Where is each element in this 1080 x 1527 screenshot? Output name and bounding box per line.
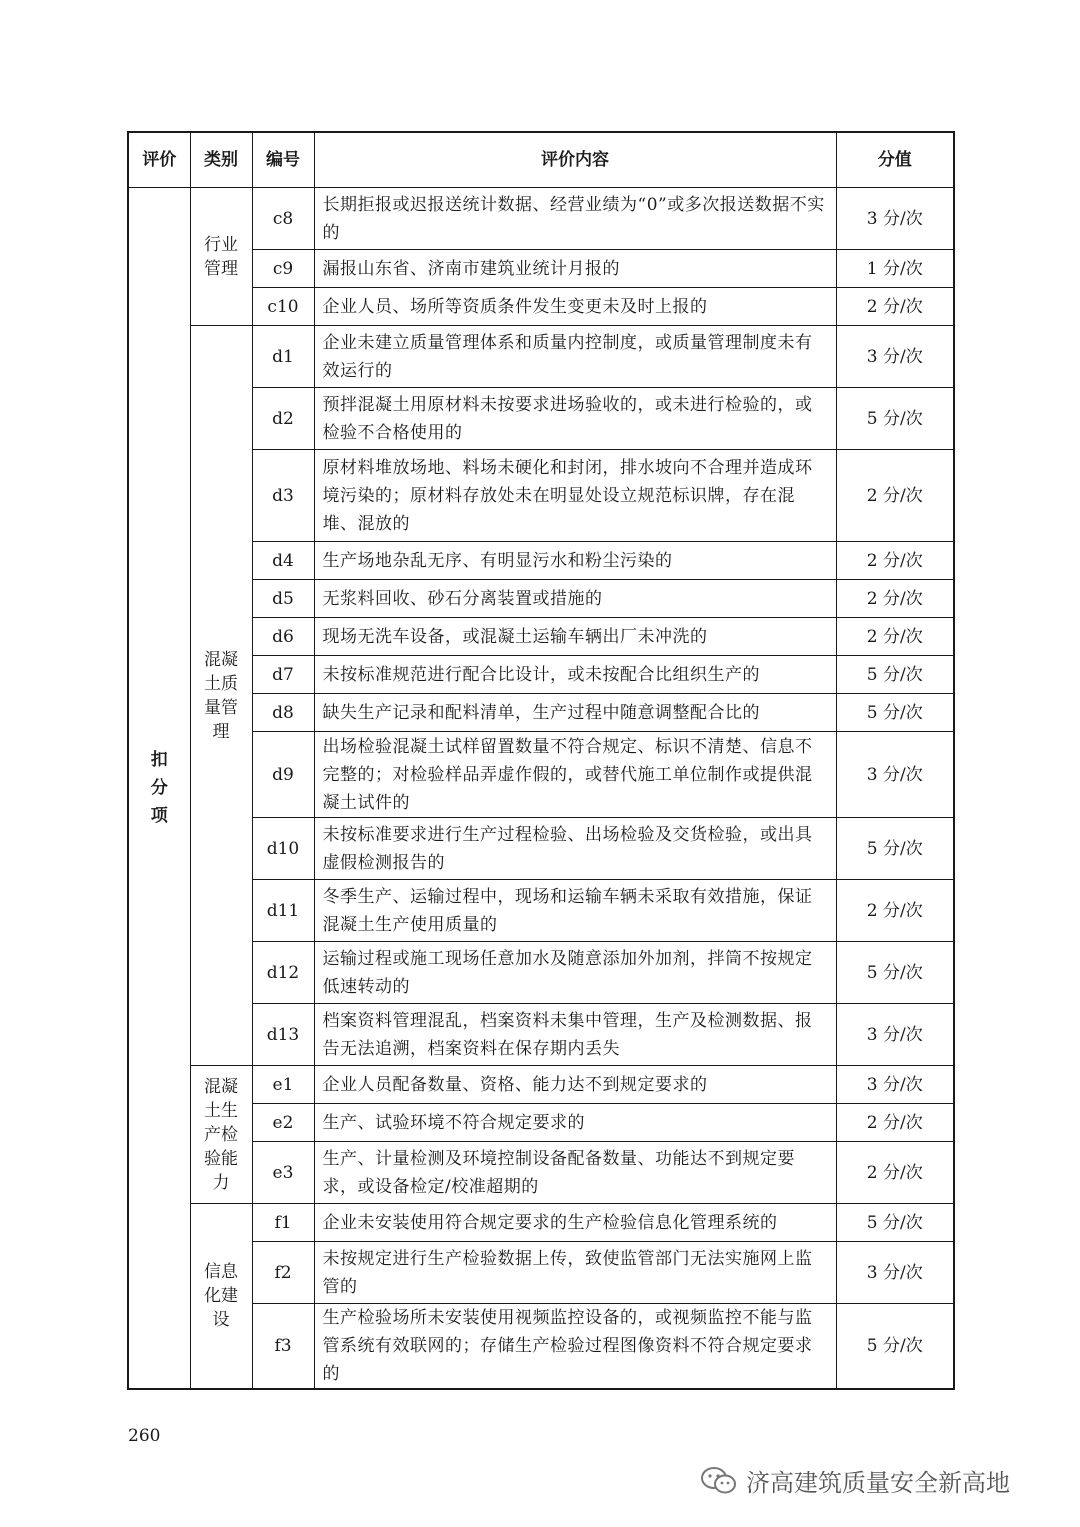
content-cell: 档案资料管理混乱，档案资料未集中管理，生产及检测数据、报告无法追溯，档案资料在保存期内丢失 [314, 1004, 836, 1066]
code-cell: d10 [252, 818, 314, 880]
code-cell: d9 [252, 732, 314, 818]
content-cell: 未按规定进行生产检验数据上传，致使监管部门无法实施网上监管的 [314, 1242, 836, 1304]
score-cell: 2 分/次 [836, 288, 954, 326]
code-cell: d8 [252, 694, 314, 732]
content-cell: 生产、试验环境不符合规定要求的 [314, 1104, 836, 1142]
content-cell: 企业人员、场所等资质条件发生变更未及时上报的 [314, 288, 836, 326]
header-cell: 编号 [252, 132, 314, 188]
score-cell: 2 分/次 [836, 450, 954, 542]
code-cell: d2 [252, 388, 314, 450]
category-cell: 混凝土生产检验能力 [190, 1066, 252, 1204]
table-row [128, 1204, 954, 1242]
code-cell: d3 [252, 450, 314, 542]
code-cell: e3 [252, 1142, 314, 1204]
table-row [128, 1142, 954, 1204]
category-cell: 混凝土质量管理 [190, 326, 252, 1066]
content-cell: 运输过程或施工现场任意加水及随意添加外加剂，拌筒不按规定低速转动的 [314, 942, 836, 1004]
score-cell: 2 分/次 [836, 542, 954, 580]
content-cell: 未按标准规范进行配合比设计，或未按配合比组织生产的 [314, 656, 836, 694]
evaluation-cell: 扣分项 [128, 188, 190, 1390]
content-cell: 企业人员配备数量、资格、能力达不到规定要求的 [314, 1066, 836, 1104]
score-cell: 3 分/次 [836, 1066, 954, 1104]
content-cell: 企业未建立质量管理体系和质量内控制度，或质量管理制度未有效运行的 [314, 326, 836, 388]
score-cell: 5 分/次 [836, 1204, 954, 1242]
wechat-icon [700, 1466, 738, 1496]
content-cell: 缺失生产记录和配料清单，生产过程中随意调整配合比的 [314, 694, 836, 732]
content-cell: 企业未安装使用符合规定要求的生产检验信息化管理系统的 [314, 1204, 836, 1242]
code-cell: f2 [252, 1242, 314, 1304]
code-cell: d11 [252, 880, 314, 942]
score-cell: 3 分/次 [836, 1004, 954, 1066]
table-row [128, 656, 954, 694]
watermark-text: 济高建筑质量安全新高地 [746, 1469, 1010, 1497]
table-row [128, 542, 954, 580]
header-row [128, 132, 954, 188]
content-cell: 现场无洗车设备，或混凝土运输车辆出厂未冲洗的 [314, 618, 836, 656]
code-cell: f1 [252, 1204, 314, 1242]
score-cell: 2 分/次 [836, 880, 954, 942]
code-cell: c9 [252, 250, 314, 288]
table-row [128, 1104, 954, 1142]
code-cell: f3 [252, 1304, 314, 1390]
table-row [128, 818, 954, 880]
header-cell: 分值 [836, 132, 954, 188]
table-row [128, 288, 954, 326]
code-cell: d7 [252, 656, 314, 694]
code-cell: d4 [252, 542, 314, 580]
score-cell: 3 分/次 [836, 732, 954, 818]
content-cell: 原材料堆放场地、料场未硬化和封闭，排水坡向不合理并造成环境污染的；原材料存放处未在明显处设立规范标识牌，存在混堆、混放的 [314, 450, 836, 542]
score-cell: 2 分/次 [836, 1104, 954, 1142]
table-row [128, 694, 954, 732]
score-cell: 3 分/次 [836, 326, 954, 388]
code-cell: c8 [252, 188, 314, 250]
score-cell: 2 分/次 [836, 580, 954, 618]
content-cell: 预拌混凝土用原材料未按要求进场验收的，或未进行检验的，或检验不合格使用的 [314, 388, 836, 450]
content-cell: 无浆料回收、砂石分离装置或措施的 [314, 580, 836, 618]
code-cell: d6 [252, 618, 314, 656]
content-cell: 生产检验场所未安装使用视频监控设备的，或视频监控不能与监管系统有效联网的；存储生产检验过程图像资料不符合规定要求的 [314, 1304, 836, 1390]
category-cell: 行业管理 [190, 188, 252, 326]
category-cell: 信息化建设 [190, 1204, 252, 1390]
table-row [128, 1004, 954, 1066]
content-cell: 漏报山东省、济南市建筑业统计月报的 [314, 250, 836, 288]
table-row [128, 618, 954, 656]
score-cell: 5 分/次 [836, 1304, 954, 1390]
score-cell: 5 分/次 [836, 388, 954, 450]
table-row [128, 580, 954, 618]
code-cell: d12 [252, 942, 314, 1004]
table-row [128, 250, 954, 288]
content-cell: 生产、计量检测及环境控制设备配备数量、功能达不到规定要求，或设备检定/校准超期的 [314, 1142, 836, 1204]
code-cell: d13 [252, 1004, 314, 1066]
score-cell: 1 分/次 [836, 250, 954, 288]
table-row [128, 880, 954, 942]
watermark [700, 1463, 1010, 1498]
header-cell: 评价内容 [314, 132, 836, 188]
table-row [128, 1304, 954, 1390]
content-cell: 未按标准要求进行生产过程检验、出场检验及交货检验，或出具虚假检测报告的 [314, 818, 836, 880]
code-cell: d5 [252, 580, 314, 618]
table-row [128, 450, 954, 542]
score-cell: 2 分/次 [836, 618, 954, 656]
score-cell: 3 分/次 [836, 188, 954, 250]
table-row [128, 188, 954, 250]
table-row [128, 1066, 954, 1104]
score-cell: 5 分/次 [836, 694, 954, 732]
evaluation-table [127, 131, 955, 1390]
code-cell: d1 [252, 326, 314, 388]
table-row [128, 1242, 954, 1304]
score-cell: 3 分/次 [836, 1242, 954, 1304]
content-cell: 长期拒报或迟报送统计数据、经营业绩为“0”或多次报送数据不实的 [314, 188, 836, 250]
page-number: 260 [128, 1426, 161, 1446]
header-cell: 评价 [128, 132, 190, 188]
score-cell: 5 分/次 [836, 818, 954, 880]
code-cell: e2 [252, 1104, 314, 1142]
content-cell: 冬季生产、运输过程中，现场和运输车辆未采取有效措施，保证混凝土生产使用质量的 [314, 880, 836, 942]
content-cell: 生产场地杂乱无序、有明显污水和粉尘污染的 [314, 542, 836, 580]
table-row [128, 326, 954, 388]
code-cell: e1 [252, 1066, 314, 1104]
score-cell: 5 分/次 [836, 656, 954, 694]
table-row [128, 732, 954, 818]
header-cell: 类别 [190, 132, 252, 188]
code-cell: c10 [252, 288, 314, 326]
score-cell: 2 分/次 [836, 1142, 954, 1204]
content-cell: 出场检验混凝土试样留置数量不符合规定、标识不清楚、信息不完整的；对检验样品弄虚作假的，或替代施工单位制作或提供混凝土试件的 [314, 732, 836, 818]
table-row [128, 942, 954, 1004]
score-cell: 5 分/次 [836, 942, 954, 1004]
table-row [128, 388, 954, 450]
